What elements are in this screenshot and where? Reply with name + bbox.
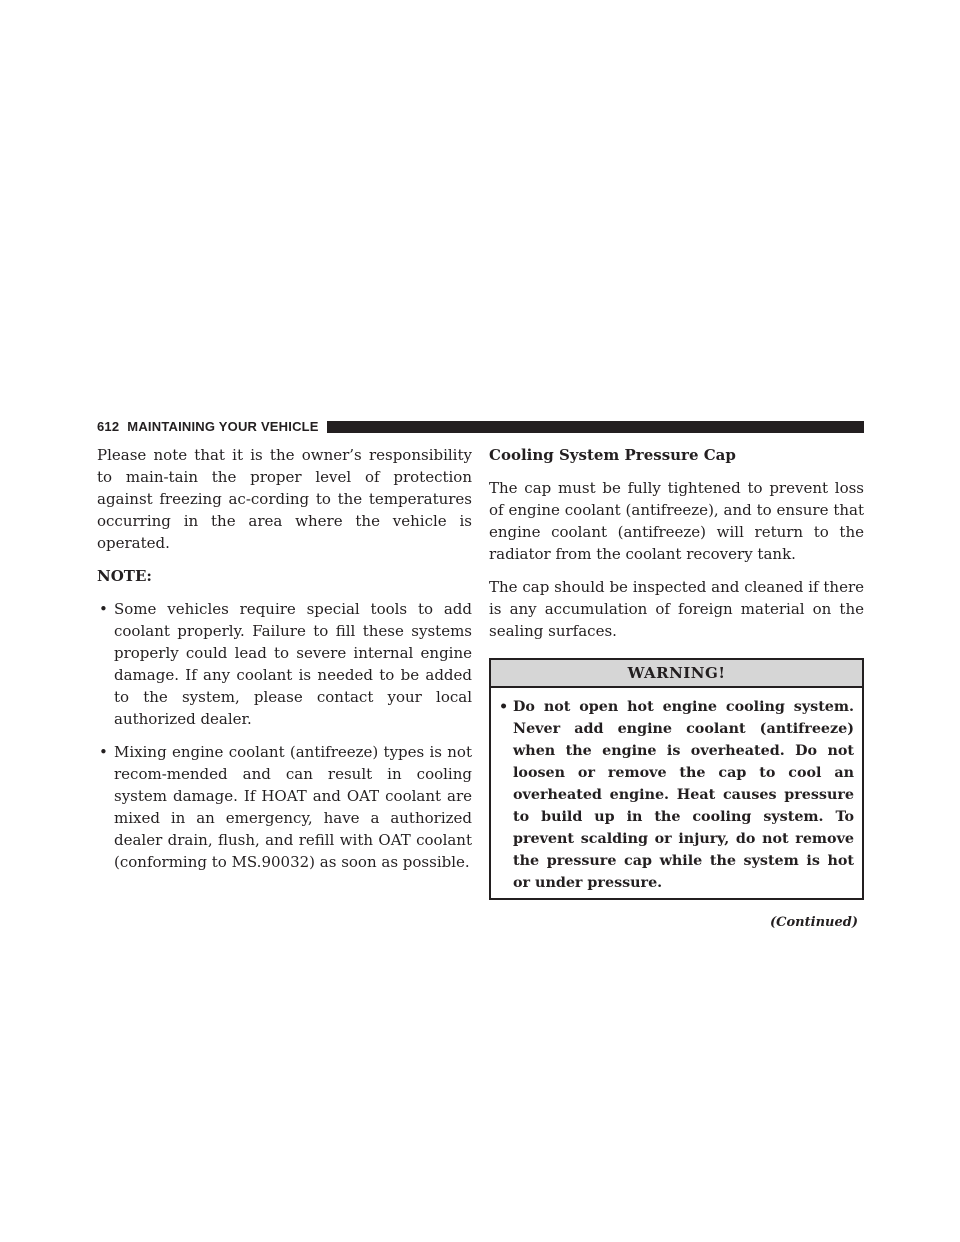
inspection-paragraph: The cap should be inspected and cleaned if there is any accumulation of foreign material on the sealing surfaces.: [489, 578, 864, 640]
warning-text: Do not open hot engine cooling system. Never add engine coolant (antifreeze) when the engine is overheated. Do not loosen or remove the cap to cool an overheated engine. Heat causes pressure to build up in the cooling system. To prevent scalding or injury, do not remove the pressure cap while the system is hot or under pressure.: [513, 699, 854, 891]
right-column: [489, 444, 864, 934]
page-number: 612: [97, 419, 120, 434]
note-label: NOTE:: [97, 567, 152, 585]
bullet-icon: •: [99, 600, 108, 618]
warning-box: [489, 658, 864, 900]
continued-label: (Continued): [770, 915, 858, 930]
header-rule: [327, 421, 864, 433]
note-text: Some vehicles require special tools to add coolant properly. Failure to fill these systems properly could lead to severe internal engine damage. If any coolant is needed to be added to the system, please contact your local authorized dealer.: [114, 600, 472, 728]
list-item: [499, 696, 854, 894]
note-list: [97, 598, 472, 873]
section-title: MAINTAINING YOUR VEHICLE: [127, 419, 319, 434]
list-item: [97, 598, 472, 730]
bullet-icon: •: [499, 699, 509, 715]
warning-body: [491, 688, 862, 898]
left-column: [97, 444, 472, 884]
warning-title: WARNING!: [491, 660, 862, 688]
list-item: [97, 741, 472, 873]
note-text: Mixing engine coolant (antifreeze) types is not recom-mended and can result in cooling system damage. If HOAT and OAT coolant are mixed in an emergency, have a authorized dealer drain, flush, and refill with OAT coolant (conforming to MS.90032) as soon as possible.: [114, 743, 472, 871]
intro-paragraph: Please note that it is the owner’s responsibility to main-tain the proper level of protection against freezing ac-cording to the temperatures occurring in the area where the vehicle is operated.: [97, 446, 472, 552]
page-header: [97, 419, 864, 435]
warning-list: [499, 696, 854, 894]
bullet-icon: •: [99, 743, 108, 761]
cap-paragraph: The cap must be fully tightened to prevent loss of engine coolant (antifreeze), and to ensure that engine coolant (antifreeze) will return to the radiator from the coolant recovery tank.: [489, 479, 864, 563]
section-heading: Cooling System Pressure Cap: [489, 446, 736, 464]
